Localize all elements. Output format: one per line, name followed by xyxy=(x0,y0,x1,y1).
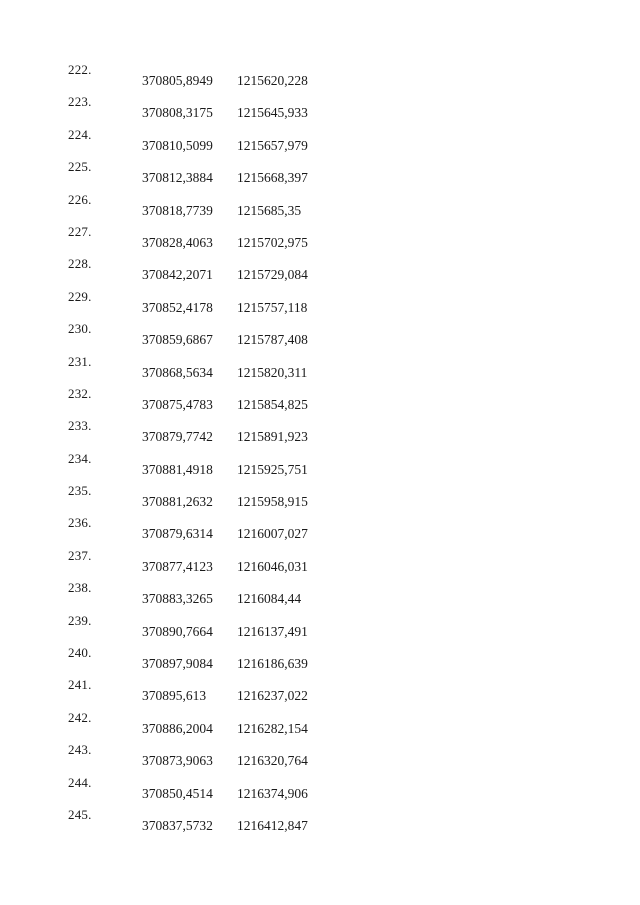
y-coordinate: 1216374,906 xyxy=(237,785,308,801)
coordinate-row xyxy=(0,548,640,580)
y-coordinate: 1215620,228 xyxy=(237,73,308,88)
row-number: 244. xyxy=(68,774,92,790)
x-coordinate: 370897,9084 xyxy=(142,656,213,672)
x-coordinate: 370828,4063 xyxy=(142,234,213,250)
coordinate-row xyxy=(0,321,640,353)
y-coordinate: 1215891,923 xyxy=(237,429,308,445)
x-coordinate: 370868,5634 xyxy=(142,364,213,380)
row-number: 236. xyxy=(68,515,92,531)
x-coordinate: 370886,2004 xyxy=(142,720,213,736)
row-number: 234. xyxy=(68,450,92,466)
row-number: 231. xyxy=(68,353,92,369)
y-coordinate: 1216007,027 xyxy=(237,526,308,542)
y-coordinate: 1216237,022 xyxy=(237,688,308,704)
row-number: 235. xyxy=(68,483,92,499)
x-coordinate: 370850,4514 xyxy=(142,785,213,801)
y-coordinate: 1216412,847 xyxy=(237,817,308,833)
y-coordinate: 1216320,764 xyxy=(237,753,308,769)
x-coordinate: 370812,3884 xyxy=(142,170,213,186)
coordinate-row xyxy=(0,159,640,191)
y-coordinate: 1215925,751 xyxy=(237,461,308,477)
coordinate-row xyxy=(0,742,640,774)
coordinate-row xyxy=(0,775,640,807)
x-coordinate: 370859,6867 xyxy=(142,332,213,348)
x-coordinate: 370881,4918 xyxy=(142,461,213,477)
y-coordinate: 1215787,408 xyxy=(237,332,308,348)
coordinate-row xyxy=(0,256,640,288)
y-coordinate: 1215854,825 xyxy=(237,396,308,412)
y-coordinate: 1215958,915 xyxy=(237,494,308,510)
x-coordinate: 370883,3265 xyxy=(142,591,213,607)
row-number: 223. xyxy=(68,94,92,110)
y-coordinate: 1216186,639 xyxy=(237,656,308,672)
coordinate-row xyxy=(0,224,640,256)
coordinate-row xyxy=(0,483,640,515)
x-coordinate: 370877,4123 xyxy=(142,558,213,574)
x-coordinate: 370879,6314 xyxy=(142,526,213,542)
row-number: 243. xyxy=(68,742,92,758)
coordinate-row xyxy=(0,354,640,386)
row-number: 226. xyxy=(68,191,92,207)
x-coordinate: 370808,3175 xyxy=(142,105,213,121)
y-coordinate: 1216282,154 xyxy=(237,720,308,736)
row-number: 225. xyxy=(68,159,92,175)
y-coordinate: 1216137,491 xyxy=(237,623,308,639)
row-number: 241. xyxy=(68,677,92,693)
coordinate-row xyxy=(0,613,640,645)
x-coordinate: 370875,4783 xyxy=(142,396,213,412)
x-coordinate: 370881,2632 xyxy=(142,494,213,510)
row-number: 222. xyxy=(68,62,92,77)
coordinate-row xyxy=(0,451,640,483)
coordinate-row xyxy=(0,710,640,742)
x-coordinate: 370842,2071 xyxy=(142,267,213,283)
x-coordinate: 370890,7664 xyxy=(142,623,213,639)
coordinate-list xyxy=(0,62,640,839)
coordinate-row xyxy=(0,289,640,321)
row-number: 230. xyxy=(68,321,92,337)
coordinate-row xyxy=(0,807,640,839)
coordinate-row xyxy=(0,386,640,418)
coordinate-row xyxy=(0,645,640,677)
row-number: 245. xyxy=(68,806,92,822)
row-number: 229. xyxy=(68,288,92,304)
y-coordinate: 1215657,979 xyxy=(237,137,308,153)
coordinate-row xyxy=(0,62,640,94)
coordinate-row xyxy=(0,677,640,709)
coordinate-row xyxy=(0,418,640,450)
y-coordinate: 1216084,44 xyxy=(237,591,302,607)
y-coordinate: 1215729,084 xyxy=(237,267,308,283)
y-coordinate: 1216046,031 xyxy=(237,558,308,574)
row-number: 237. xyxy=(68,547,92,563)
x-coordinate: 370810,5099 xyxy=(142,137,213,153)
x-coordinate: 370895,613 xyxy=(142,688,207,704)
coordinate-row xyxy=(0,515,640,547)
y-coordinate: 1215668,397 xyxy=(237,170,308,186)
row-number: 232. xyxy=(68,385,92,401)
coordinate-row xyxy=(0,127,640,159)
y-coordinate: 1215820,311 xyxy=(237,364,308,380)
y-coordinate: 1215702,975 xyxy=(237,234,308,250)
row-number: 228. xyxy=(68,256,92,272)
row-number: 238. xyxy=(68,580,92,596)
coordinate-row xyxy=(0,580,640,612)
row-number: 242. xyxy=(68,709,92,725)
row-number: 227. xyxy=(68,223,92,239)
x-coordinate: 370879,7742 xyxy=(142,429,213,445)
coordinate-row xyxy=(0,94,640,126)
x-coordinate: 370852,4178 xyxy=(142,299,213,315)
row-number: 239. xyxy=(68,612,92,628)
row-number: 224. xyxy=(68,126,92,142)
y-coordinate: 1215645,933 xyxy=(237,105,308,121)
row-number: 233. xyxy=(68,418,92,434)
coordinate-row xyxy=(0,192,640,224)
row-number: 240. xyxy=(68,645,92,661)
x-coordinate: 370837,5732 xyxy=(142,817,213,833)
y-coordinate: 1215757,118 xyxy=(237,299,308,315)
x-coordinate: 370873,9063 xyxy=(142,753,213,769)
x-coordinate: 370805,8949 xyxy=(142,73,213,88)
x-coordinate: 370818,7739 xyxy=(142,202,213,218)
y-coordinate: 1215685,35 xyxy=(237,202,302,218)
